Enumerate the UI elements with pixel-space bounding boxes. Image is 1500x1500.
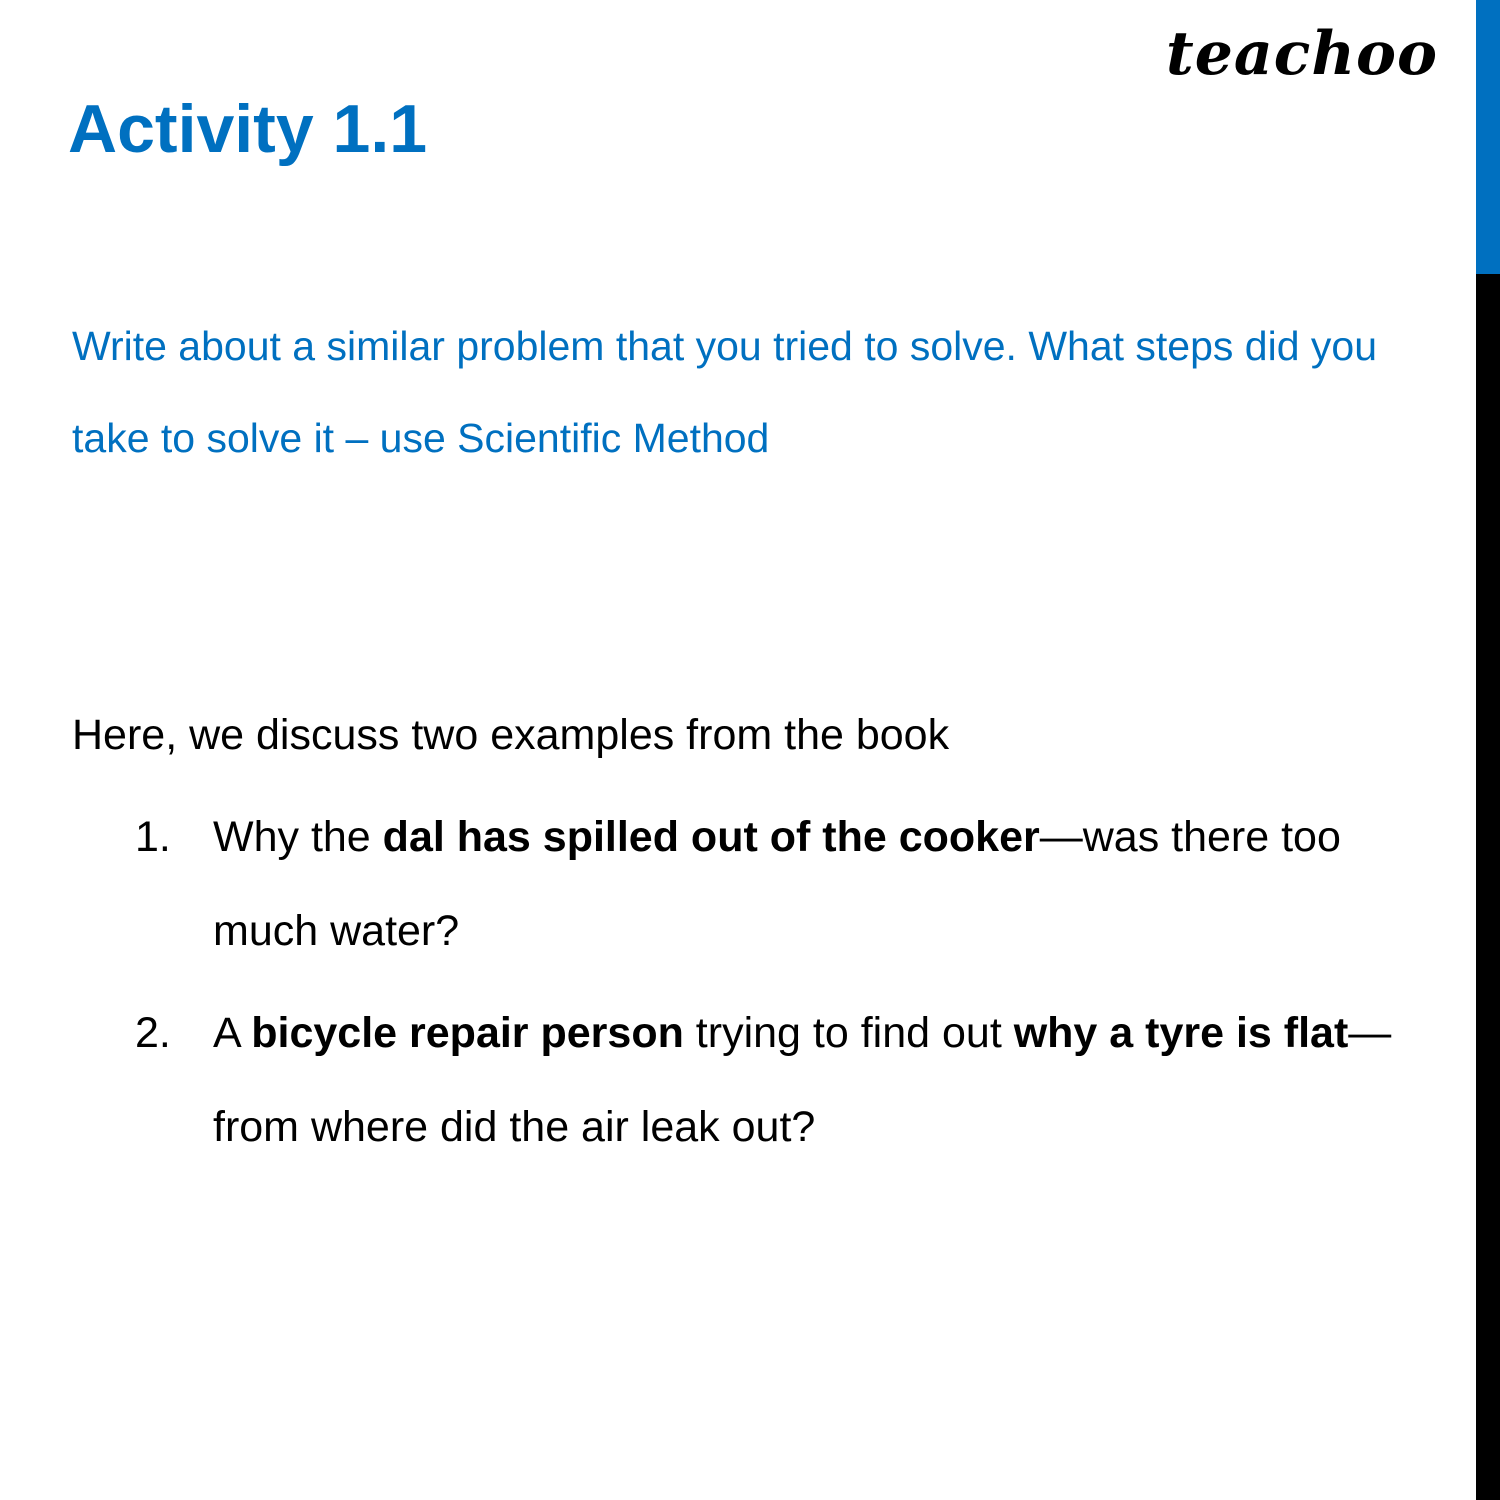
example-bold-text: why a tyre is flat: [1013, 1009, 1349, 1057]
example-bold-text: dal has spilled out of the cooker: [382, 813, 1040, 861]
example-text: —was there too much water?: [213, 813, 1341, 955]
example-text: trying to find out: [683, 1009, 1014, 1057]
example-text: —from where did the air leak out?: [213, 1009, 1392, 1151]
intro-text: Here, we discuss two examples from the book: [72, 711, 950, 759]
example-text: A: [213, 1009, 252, 1057]
list-item-number: 2.: [135, 1009, 171, 1057]
list-item-example-2: [0, 986, 1460, 1174]
example-bold-text: bicycle repair person: [251, 1009, 684, 1057]
list-item-number: 1.: [135, 813, 171, 861]
examples-list: [0, 790, 1460, 1182]
list-item-example-1: [0, 790, 1460, 978]
teachoo-logo: teachoo: [1166, 19, 1438, 89]
side-accent-bar-blue: [1476, 0, 1500, 274]
side-accent-bar-black: [1476, 274, 1500, 1500]
example-text: Why the: [213, 813, 383, 861]
page-title: Activity 1.1: [68, 91, 428, 167]
activity-question: Write about a similar problem that you tried to solve. What steps did you take to solve it – use Scientific Method: [72, 323, 1378, 461]
